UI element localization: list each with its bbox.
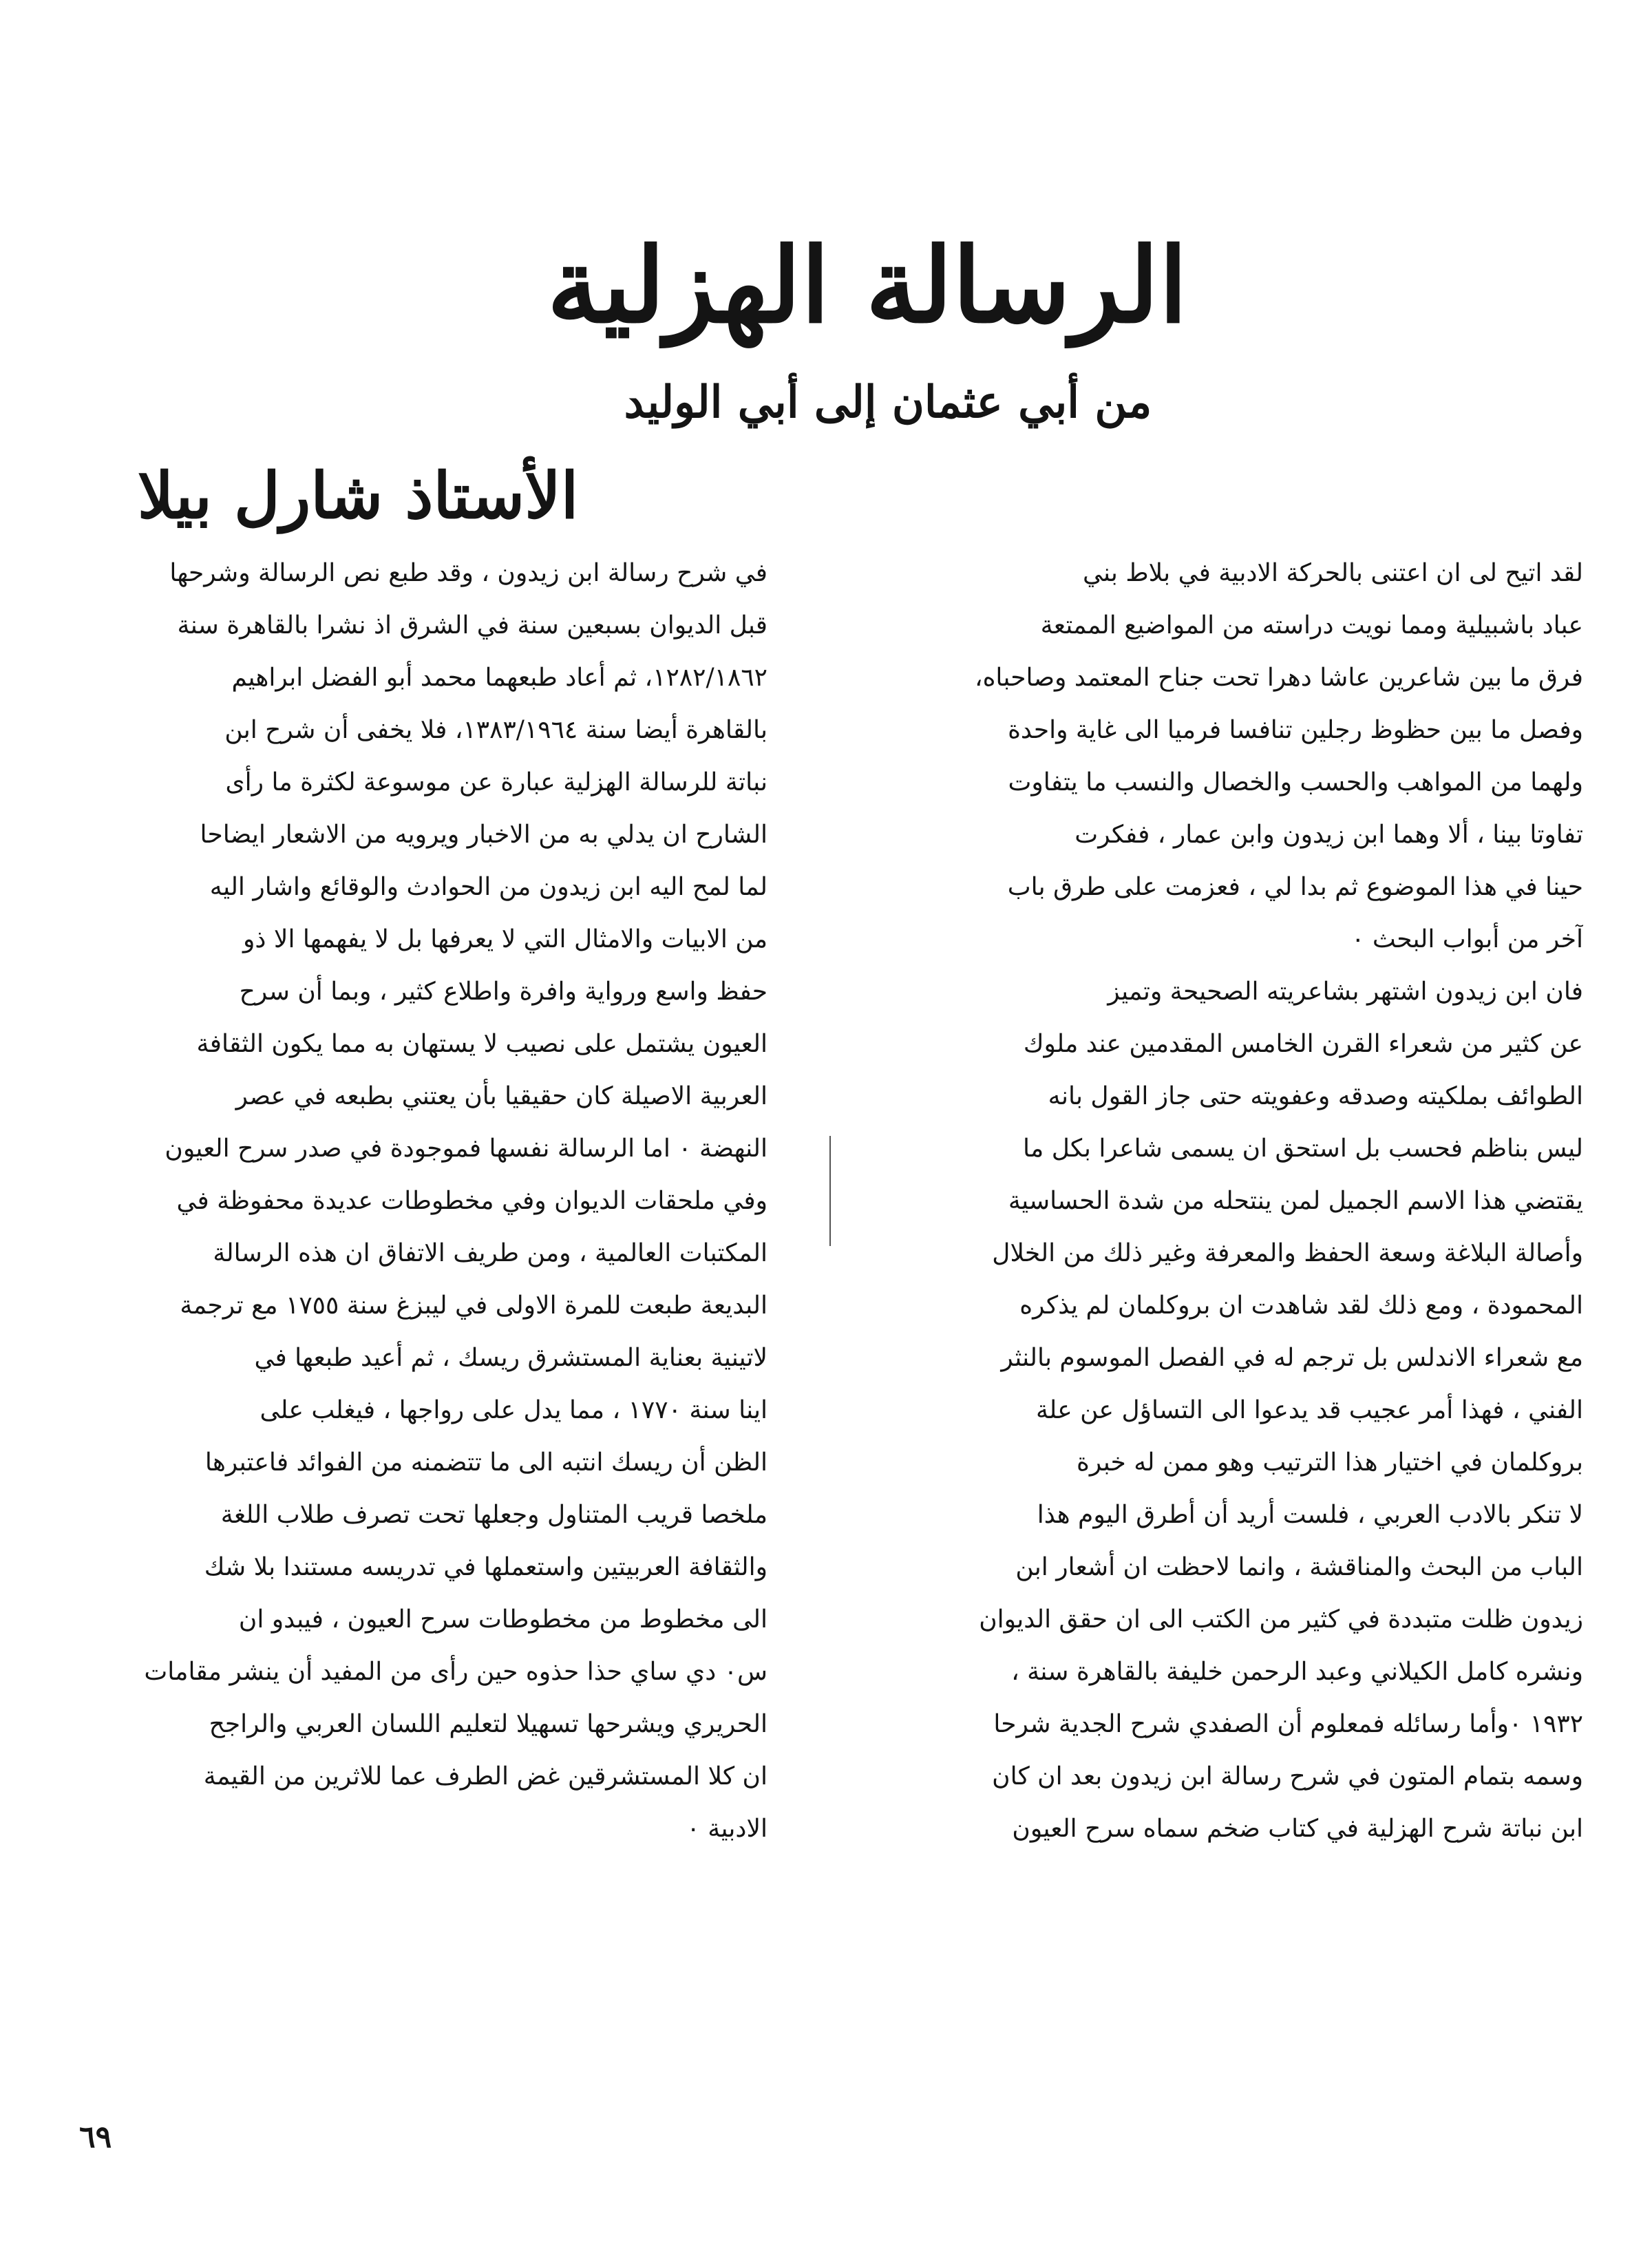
text-line: من الابيات والامثال التي لا يعرفها بل لا يفهمها الا ذو — [243, 925, 767, 953]
text-line: حفظ واسع ورواية وافرة واطلاع كثير ، وبما أن سرح — [239, 978, 767, 1006]
text-line: النهضة ٠ اما الرسالة نفسها فموجودة في صدر سرح العيون — [165, 1135, 767, 1163]
text-line: ابن نباتة شرح الهزلية في كتاب ضخم سماه سرح العيون — [1012, 1815, 1583, 1843]
text-line: وفصل ما بين حظوظ رجلين تنافسا فرميا الى غاية واحدة — [1008, 716, 1583, 744]
text-line: حينا في هذا الموضوع ثم بدا لي ، فعزمت على طرق باب — [1007, 873, 1583, 901]
article-subtitle: من أبي عثمان إلى أبي الوليد — [624, 377, 1152, 428]
text-line: فرق ما بين شاعرين عاشا دهرا تحت جناح المعتمد وصاحباه، — [974, 664, 1583, 692]
text-line: لما لمح اليه ابن زيدون من الحوادث والوقائع واشار اليه — [209, 873, 767, 901]
text-line: ونشره كامل الكيلاني وعبد الرحمن خليفة بالقاهرة سنة ، — [1011, 1658, 1583, 1686]
text-line: الطوائف بملكيته وصدقه وعفويته حتى جاز القول بانه — [1048, 1082, 1583, 1110]
text-line: الباب من البحث والمناقشة ، وانما لاحظت ان أشعار ابن — [1015, 1553, 1583, 1581]
text-line: الى مخطوط من مخطوطات سرح العيون ، فيبدو ان — [238, 1605, 767, 1634]
text-line: ١٩٣٢ ٠وأما رسائله فمعلوم أن الصفدي شرح الجدية شرحا — [993, 1710, 1583, 1738]
text-line: بروكلمان في اختيار هذا الترتيب وهو ممن له خبرة — [1076, 1448, 1583, 1477]
text-line: فان ابن زيدون اشتهر بشاعريته الصحيحة وتميز — [1108, 978, 1583, 1006]
text-line: زيدون ظلت متبددة في كثير من الكتب الى ان حقق الديوان — [979, 1605, 1583, 1634]
text-line: اينا سنة ١٧٧٠ ، مما يدل على رواجها ، فيغلب على — [260, 1396, 767, 1424]
text-column-left — [79, 547, 767, 1855]
text-line: وسمه بتمام المتون في شرح رسالة ابن زيدون بعد ان كان — [992, 1762, 1583, 1791]
text-line: تفاوتا بينا ، ألا وهما ابن زيدون وابن عمار ، ففكرت — [1074, 821, 1583, 849]
text-line: نباتة للرسالة الهزلية عبارة عن موسوعة لكثرة ما رأى — [225, 768, 767, 796]
text-line: ١٢٨٢/١٨٦٢، ثم أعاد طبعهما محمد أبو الفضل ابراهيم — [231, 664, 767, 692]
text-line: س٠ دي ساي حذا حذوه حين رأى من المفيد أن ينشر مقامات — [144, 1658, 767, 1686]
page-number: ٦٩ — [79, 2120, 112, 2155]
text-line: الفني ، فهذا أمر عجيب قد يدعوا الى التساؤل عن علة — [1035, 1396, 1583, 1424]
text-line: عباد باشبيلية ومما نويت دراسته من المواضيع الممتعة — [1040, 611, 1583, 640]
text-line: بالقاهرة أيضا سنة ١٣٨٣/١٩٦٤، فلا يخفى أن شرح ابن — [224, 716, 767, 744]
text-line: الظن أن ريسك انتبه الى ما تتضمنه من الفوائد فاعتبرها — [204, 1448, 767, 1477]
text-line: الادبية ٠ — [686, 1815, 767, 1843]
text-line: العربية الاصيلة كان حقيقيا بأن يعتني بطبعه في عصر — [235, 1082, 767, 1110]
text-line: في شرح رسالة ابن زيدون ، وقد طبع نص الرسالة وشرحها — [169, 559, 767, 587]
text-line: يقتضي هذا الاسم الجميل لمن ينتحله من شدة الحساسية — [1008, 1187, 1583, 1215]
text-line: البديعة طبعت للمرة الاولى في ليبزغ سنة ١٧٥٥ مع ترجمة — [180, 1291, 767, 1320]
article-title: الرسالة الهزلية — [547, 225, 1188, 346]
text-line: لا تنكر بالادب العربي ، فلست أريد أن أطرق اليوم هذا — [1037, 1501, 1583, 1529]
text-line: الشارح ان يدلي به من الاخبار ويرويه من الاشعار ايضاحا — [200, 821, 767, 849]
text-line: عن كثير من شعراء القرن الخامس المقدمين عند ملوك — [1023, 1030, 1583, 1058]
text-line: وأصالة البلاغة وسعة الحفظ والمعرفة وغير ذلك من الخلال — [992, 1239, 1583, 1267]
text-line: وفي ملحقات الديوان وفي مخطوطات عديدة محفوظة في — [176, 1187, 767, 1215]
text-line: ولهما من المواهب والحسب والخصال والنسب ما يتفاوت — [1008, 768, 1583, 796]
text-line: العيون يشتمل على نصيب لا يستهان به مما يكون الثقافة — [196, 1030, 767, 1058]
article-author: الأستاذ شارل بيلا — [137, 458, 579, 533]
text-line: آخر من أبواب البحث ٠ — [1351, 925, 1583, 953]
text-line: والثقافة العربيتين واستعملها في تدريسه مستندا بلا شك — [204, 1553, 767, 1581]
column-divider — [829, 1136, 831, 1246]
text-line: لقد اتيح لى ان اعتنى بالحركة الادبية في بلاط بني — [1083, 559, 1583, 587]
text-column-right — [888, 547, 1583, 1855]
text-line: الحريري ويشرحها تسهيلا لتعليم اللسان العربي والراجح — [209, 1710, 767, 1738]
text-line: ليس بناظم فحسب بل استحق ان يسمى شاعرا بكل ما — [1023, 1135, 1583, 1163]
text-line: لاتينية بعناية المستشرق ريسك ، ثم أعيد طبعها في — [254, 1344, 767, 1372]
text-line: المحمودة ، ومع ذلك لقد شاهدت ان بروكلمان لم يذكره — [1019, 1291, 1583, 1320]
text-line: ملخصا قريب المتناول وجعلها تحت تصرف طلاب اللغة — [220, 1501, 767, 1529]
text-line: ان كلا المستشرقين غض الطرف عما للاثرين من القيمة — [203, 1762, 767, 1791]
text-line: المكتبات العالمية ، ومن طريف الاتفاق ان هذه الرسالة — [213, 1239, 767, 1267]
text-line: قبل الديوان بسبعين سنة في الشرق اذ نشرا بالقاهرة سنة — [177, 611, 767, 640]
text-line: مع شعراء الاندلس بل ترجم له في الفصل الموسوم بالنثر — [1001, 1344, 1583, 1372]
